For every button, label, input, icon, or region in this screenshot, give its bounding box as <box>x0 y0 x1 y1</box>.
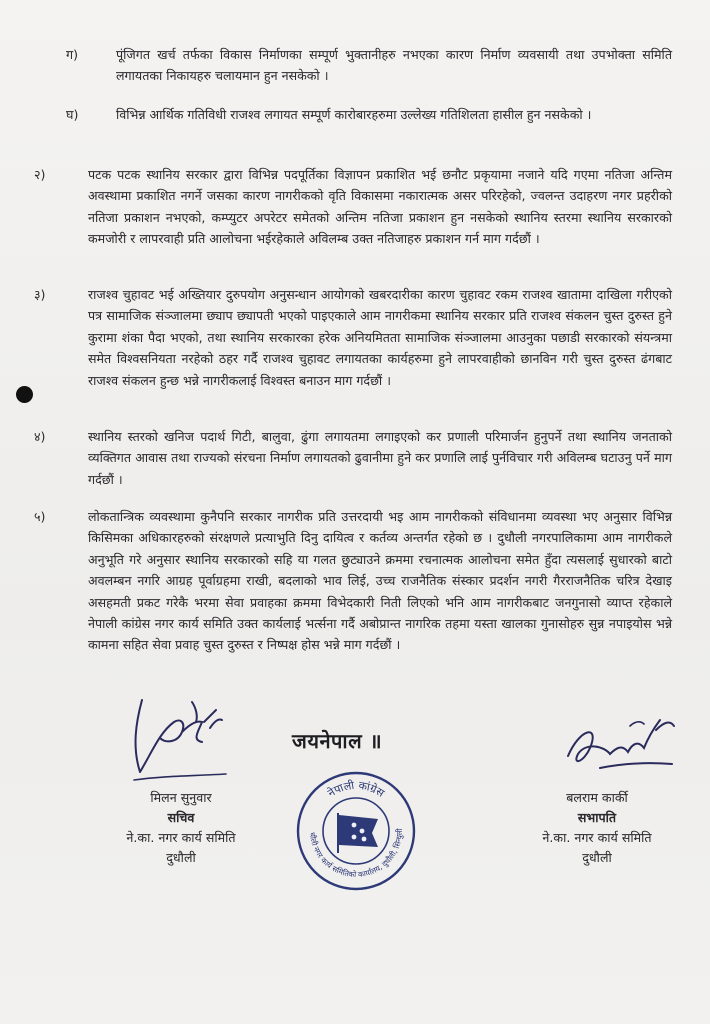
point-gha-text: विभिन्न आर्थिक गतिविधी राजश्व लगायत सम्पूर्ण कारोबारहरुमा उल्लेख्य गतिशिलता हासील हुन नसकेको । <box>116 107 592 122</box>
left-signer-role: सचिव <box>167 810 195 825</box>
point-ga-label: ग) <box>66 47 79 62</box>
point-2-label: २) <box>34 167 46 182</box>
point-ga-text: पूंजिगत खर्च तर्फका विकास निर्माणका सम्पूर्ण भुक्तानीहरु नभएका कारण निर्माण व्यवसायी तथा उपभोक्ता समिति लगायतका निकायहरु चलायमान हुन नसकेको । <box>116 47 672 84</box>
left-signer-place: दुधौली <box>166 850 196 865</box>
point-5-text: लोकतान्त्रिक व्यवस्थामा कुनैपनि सरकार नागरीक प्रति उत्तरदायी भइ आम नागरीकको संविधानमा व्यवस्था भए अनुसार विभिन्न किसिमका अधिकारहरुको संरक्षणले प्रत्याभुति दिनु दायित्व र कर्तव्य अन्तर्गत रहेको छ । दुधौली नगरपालिकामा आम नागरीकले अनुभूति गरे अनुसार स्थानिय सरकारको सहि या गलत छुट्याउने क्रममा रचनात्मक आलोचना समेत हुँदा त्यसलाई सुधारको बाटो अवलम्बन नगरि आग्रह पूर्वाग्रहमा राखी, बदलाको भाव लिई, उच्च राजनैतिक संस्कार प्रदर्शन नगरी गैरराजनैतिक चरित्र देखाइ असहमती प्रकट गरेकै भरमा सेवा प्रवाहका क्रममा विभेदकारी निती लिएको भनि आम नागरीकबाट जनगुनासो व्याप्त रहेकाले नेपाली कांग्रेस नगर कार्य समिति उक्त कार्यलाई भर्त्सना गर्दै अबोप्रान्त नागरिक तहमा यस्ता खालका गुनासोहरु सुन्न नपाइयोस भन्ने कामना सहित सेवा प्रवाह चुस्त दुरुस्त र निष्पक्ष होस भन्ने माग गर्दछौं । <box>88 509 672 653</box>
right-signer-place: दुधौली <box>582 850 612 865</box>
point-4-text: स्थानिय स्तरको खनिज पदार्थ गिटी, बालुवा, ढुंगा लगायतमा लगाइएको कर प्रणाली परिमार्जन हुनुपर्ने तथा स्थानिय जनताको व्यक्तिगत आवास तथा राज्यको संरचना निर्माण लगायतको ढुवानीमा हुने कर प्रणालि लाई पुर्नविचार गरी अविलम्ब घटाउनु पर्ने माग गर्दछौं । <box>88 429 672 487</box>
right-signer-name: बलराम कार्की <box>566 790 628 805</box>
right-signature <box>560 708 680 786</box>
seal-ring-text: धौली नगर कार्य समितिको कार्यालय, दुधौली, सिन्धुली <box>307 828 405 880</box>
left-signer-block <box>98 788 264 868</box>
point-3-label: ३) <box>34 287 46 302</box>
seal-top-text: नेपाली कांग्रेस <box>325 778 387 800</box>
point-5-label: ५) <box>34 509 46 524</box>
point-gha-label: घ) <box>66 107 79 122</box>
point-4-label: ४) <box>34 429 46 444</box>
right-signer-block <box>514 788 680 868</box>
point-3-text: राजश्व चुहावट भई अख्तियार दुरुपयोग अनुसन्धान आयोगको खबरदारीका कारण चुहावट रकम राजश्व खातामा दाखिला गरीएको पत्र सामाजिक संञ्जालमा छ्याप छ्यापती भएको पाइएकाले आम नागरीकमा स्थानिय सरकार प्रति राजश्व संकलन चुस्त दुरुस्त हुने कुरामा शंका पैदा भएको, तथा स्थानिय सरकारका हरेक अनियमितता सामाजिक संञ्जालमा आउनुका पछाडी सरकारको संयन्त्रमा समेत विश्वसनियता नरहेको ठहर गर्दै राजश्व चुहावट लगायतका कार्यहरुमा हुने लापरवाहीको छानविन गरी चुस्त दुरुस्त ढंगबाट राजश्व संकलन हुन्छ भन्ने नागरीकलाई विश्वस्त बनाउन माग गर्दछौं । <box>88 287 672 388</box>
right-signer-org: ने.का. नगर कार्य समिति <box>542 830 652 845</box>
left-signature <box>122 692 232 784</box>
closing-salutation: जयनेपाल ॥ <box>292 729 383 753</box>
party-seal <box>294 769 418 897</box>
point-2-text: पटक पटक स्थानिय सरकार द्वारा विभिन्न पदपूर्तिका विज्ञापन प्रकाशित भई छनौट प्रकृयामा नजाने यदि गएमा नतिजा अन्तिम अवस्थामा प्रकाशित नगर्ने जसका कारण नागरीकको वृति विकासमा नकारात्मक असर परिरहेको, ज्वलन्त उदाहरण नगर प्रहरीको नतिजा प्रकाशन नभएको, कम्प्युटर अपरेटर समेतको अन्तिम नतिजा प्रकाशन हुन नसकेको स्थानिय स्तरमा स्थानिय सरकारको कमजोरी र लापरवाही प्रति आलोचना भईरहेकाले अविलम्ब उक्त नतिजाहरु प्रकाशन गर्न माग गर्दछौं । <box>88 167 672 247</box>
left-signer-org: ने.का. नगर कार्य समिति <box>126 830 236 845</box>
right-signer-role: सभापति <box>577 810 617 825</box>
left-signer-name: मिलन सुनुवार <box>150 790 212 805</box>
punch-hole <box>16 386 33 403</box>
svg-text:नेपाली कांग्रेस <box>325 779 387 800</box>
